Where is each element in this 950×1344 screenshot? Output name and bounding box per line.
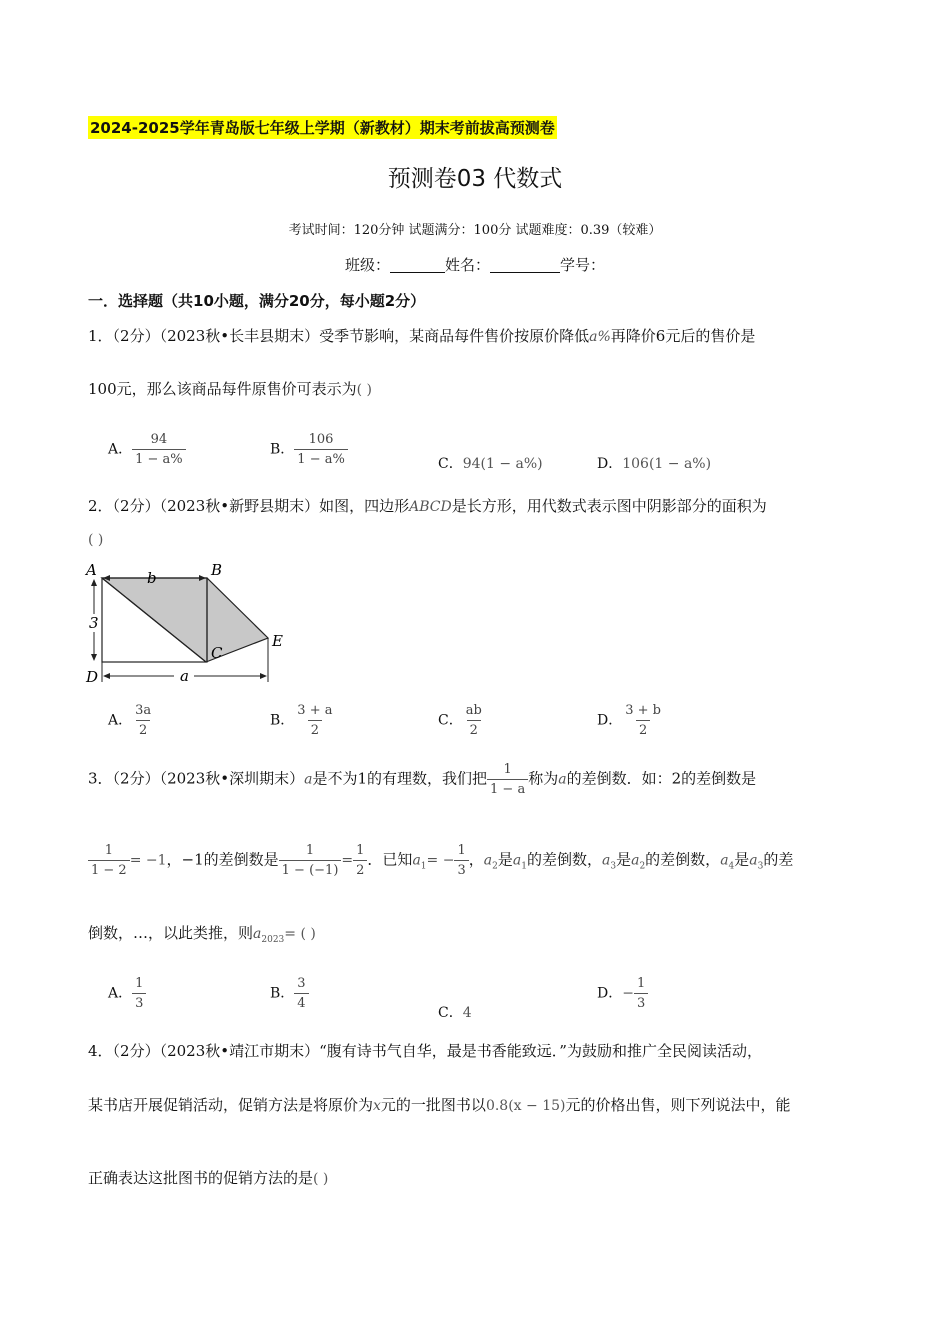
height-3-label: 3 [89,614,99,632]
q2-text: 2．（2分）（2023秋•新野县期末）如图，四边形 [88,497,410,515]
q3-text-5: ．已知 [367,850,413,869]
arrowhead [103,673,110,679]
q3-var-a: a [749,852,758,869]
option-fraction: $\frac{94}{1 - a\%}$ [132,432,186,467]
q3-var-a: a [631,852,640,869]
q3-is: 是 [616,850,632,869]
q1-option-a[interactable] [108,432,186,467]
q1-line1 [88,325,755,346]
q3-var-a: a [720,852,729,869]
option-label: D． [597,712,623,729]
arrowhead [91,654,97,661]
option-expr: 94(1 − a%) [462,456,543,472]
q3-reciprocal-fraction: $\frac{1}{1 - a}$ [487,762,528,797]
q2-text-2: 是长方形，用代数式表示图中阴影部分的面积为 [451,497,767,515]
q3-sub-2: 2 [492,861,498,872]
vertex-a-label: A [86,561,97,579]
q3-var-a: a [512,852,522,869]
q2-option-c[interactable] [438,703,485,738]
q3-example-fraction-2: $\frac{1}{1 - (-1)}$ [279,843,342,878]
option-expr: 106(1 − a%) [622,456,712,472]
q3-sub-1: 1 [420,861,427,872]
vertex-e-label: E [272,632,283,650]
rectangle-figure [84,558,294,688]
arrowhead [91,579,97,586]
q3-var-a1: a [412,852,421,869]
q3-sub-4: 4 [728,861,735,872]
q3-option-d[interactable] [597,976,648,1011]
length-a-label: a [180,667,189,685]
series-title: 2024-2025学年青岛版七年级上学期（新教材）期末考前拔高预测卷 [88,116,557,139]
length-b-label: b [147,569,157,587]
q1-paren: ( ) [356,382,373,398]
q3-text-2: 称为 [528,769,559,788]
q3-paren: = ( ) [284,926,316,942]
q3-text-4: ，−1的差倒数是 [166,850,279,869]
id-label: 学号： [560,256,606,274]
q1-option-d[interactable] [597,453,711,473]
option-label: C． [438,1005,463,1021]
q3-text-1: 是不为1的有理数，我们把 [312,769,488,788]
option-expr: 4 [462,1005,472,1021]
q2-paren-text: ( ) [88,532,104,548]
q2-option-b[interactable] [270,703,335,738]
q3-line1 [88,762,756,797]
arrowhead [260,673,267,679]
q3-a1-fraction: $\frac{1}{3}$ [454,843,468,878]
vertex-c-label: C [211,644,223,662]
option-fraction: $\frac{3 + b}{2}$ [625,703,661,738]
q3-var-a: a [601,852,611,869]
q2-option-a[interactable] [108,703,154,738]
q4-line1: 4．（2分）（2023秋•靖江市期末）“腹有诗书气自华，最是书香能致远．”为鼓励和推广全民阅读活动， [88,1042,762,1060]
shaded-region [102,578,268,662]
q4-text-d: 正确表达这批图书的促销方法的是 [88,1169,314,1187]
q3-line2 [88,843,793,878]
q3-option-a[interactable] [108,976,146,1011]
option-minus: − [622,985,634,1002]
q3-equals: = [341,852,354,869]
name-blank[interactable] [490,258,560,273]
option-fraction: $\frac{ab}{2}$ [465,703,482,738]
q4-line2 [88,1094,790,1115]
q1-text-mid: 再降价6元后的售价是 [610,327,756,345]
q3-result-fraction: $\frac{1}{2}$ [353,843,367,878]
q1-line2 [88,378,372,399]
q3-line3 [88,922,316,945]
option-label: D． [597,985,623,1002]
q3-sub-2: 2 [639,861,646,872]
q2-option-d[interactable] [597,703,664,738]
q3-text-7: 的差 [763,850,794,869]
option-fraction: $\frac{3a}{2}$ [135,703,152,738]
exam-meta: 考试时间：120分钟 试题满分：100分 试题难度：0.39（较难） [288,223,662,238]
q3-sub-3: 3 [757,861,764,872]
option-fraction: $\frac{3}{4}$ [294,976,308,1011]
class-label: 班级： [344,256,390,274]
q1-text-2: 100元，那么该商品每件原售价可表示为 [88,380,357,398]
option-label: C． [438,712,463,729]
q3-var-a2: a [483,852,493,869]
q3-comma: ， [468,850,484,869]
q3-var-a: a [304,771,313,788]
option-label: B． [270,441,295,458]
q4-line3 [88,1167,328,1188]
q3-is: 是 [497,850,513,869]
q3-sub-3: 3 [610,861,617,872]
q3-example-value-1: = −1 [129,852,167,869]
q1-var: a% [589,329,611,345]
q3-text-3: 的差倒数．如：2的差倒数是 [566,769,757,788]
option-label: B． [270,712,295,729]
student-fields [0,254,950,275]
q3-text: 3．（2分）（2023秋•深圳期末） [88,769,305,788]
q4-text-a: 某书店开展促销活动，促销方法是将原价为 [88,1096,374,1114]
option-label: A． [108,712,133,729]
option-fraction: $\frac{3 + a}{2}$ [297,703,333,738]
option-fraction: $\frac{1}{3}$ [634,976,648,1011]
q1-text: 1．（2分）（2023秋•长丰县期末）受季节影响，某商品每件售价按原价降低 [88,327,590,345]
q3-example-fraction-1: $\frac{1}{1 - 2}$ [88,843,130,878]
page-title: 预测卷03 代数式 [387,166,563,192]
q2-var: ABCD [409,499,452,515]
q3-var-a: a [558,771,567,788]
q3-of: 的差倒数， [645,850,721,869]
option-label: D． [597,456,623,472]
option-label: A． [108,985,133,1002]
class-blank[interactable] [390,258,445,273]
option-label: A． [108,441,133,458]
name-label: 姓名： [444,256,490,274]
q3-equals-minus: = − [426,852,455,869]
q2-paren [88,530,103,548]
option-label: B． [270,985,295,1002]
q4-text-b: 元的一批图书以 [380,1096,486,1114]
q3-var-a: a [253,926,262,942]
q2-line1 [88,495,767,516]
q4-var-x: x [373,1098,381,1114]
section-heading: 一．选择题（共10小题，满分20分，每小题2分） [88,292,426,310]
q3-is: 是 [734,850,750,869]
q3-sub-2023: 2023 [261,935,285,945]
q3-of: 的差倒数， [526,850,602,869]
option-fraction: $\frac{106}{1 - a\%}$ [294,432,348,467]
option-fraction: $\frac{1}{3}$ [132,976,146,1011]
q1-option-c[interactable] [438,453,543,473]
q4-price-expr: 0.8(x − 15) [485,1098,566,1114]
vertex-b-label: B [211,561,223,579]
q1-option-b[interactable] [270,432,348,467]
vertex-d-label: D [86,668,99,686]
q3-option-c[interactable] [438,1002,472,1022]
q4-paren: ( ) [313,1171,329,1187]
q3-text-8: 倒数，…，以此类推，则 [88,924,254,942]
option-label: C． [438,456,463,472]
q3-sub-1: 1 [521,861,527,872]
q3-option-b[interactable] [270,976,309,1011]
q4-text-c: 元的价格出售，则下列说法中，能 [565,1096,791,1114]
